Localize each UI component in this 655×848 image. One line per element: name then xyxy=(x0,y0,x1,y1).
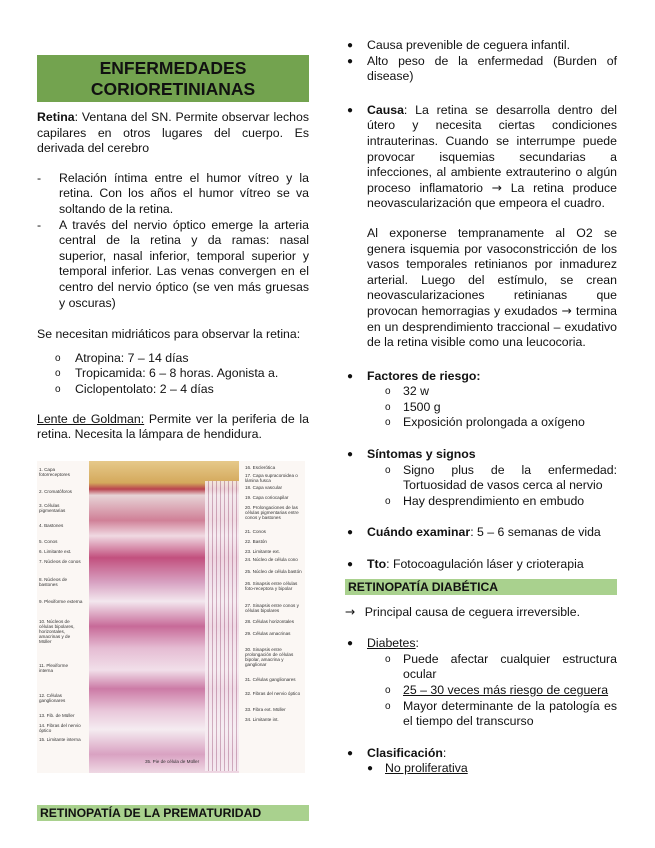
circle-bullet: o xyxy=(385,401,391,413)
section-header-diabetica: RETINOPATÍA DIABÉTICA xyxy=(345,579,617,595)
causa-text: : La retina se desarrolla dentro del útero y necesita ciertas condiciones intrauterinas. Cuando se interrumpe puede provocar isquemias secundarias a infecciones, al ambiente extrauterino o algún proceso inflamatorio xyxy=(367,102,617,195)
figure-label: 3. Células pigmentarias xyxy=(39,502,66,513)
retina-paragraph xyxy=(37,110,309,157)
cuando-text: : 5 – 6 semanas de vida xyxy=(470,525,601,540)
figure-label: 31. Células ganglionares xyxy=(245,676,296,682)
o2-paragraph xyxy=(345,226,617,351)
principal-text: Principal causa de ceguera irreversible. xyxy=(361,604,581,619)
cuando-label: Cuándo examinar xyxy=(367,525,471,540)
list-item-text: Mayor determinante de la patología es el tiempo del transcurso xyxy=(403,698,617,729)
figure-label: 12. Células ganglionares xyxy=(39,692,66,703)
bullet-dot: ● xyxy=(347,527,354,539)
circle-bullet: o xyxy=(55,352,61,364)
bullet-cuando xyxy=(345,525,617,541)
list-item-diabetes xyxy=(345,652,617,683)
bullet-text: Alto peso de la enfermedad (Burden of disease) xyxy=(367,53,617,84)
causa-text: La retina produce neovascularización que empeora el cuadro. xyxy=(367,180,617,211)
goldman-label: Lente de Goldman: xyxy=(37,411,145,426)
bullet-causa xyxy=(345,103,617,212)
circle-bullet: o xyxy=(55,383,61,395)
figure-label: 30. Sinapsis entre prolongación de células bipolar, amacrina y ganglionar xyxy=(245,646,294,667)
bullet-clasificacion xyxy=(345,746,617,762)
list-item-sintoma xyxy=(345,463,617,494)
bullet-dot: ● xyxy=(347,449,354,461)
principal-causa xyxy=(345,605,617,621)
figure-label: 18. Capa vascular xyxy=(245,484,283,490)
figure-label: 4. Bastones xyxy=(39,522,64,528)
bullet-dot: ● xyxy=(347,747,354,759)
figure-label: 14. Fibras del nervio óptico xyxy=(39,722,81,733)
figure-label: 2. Cromatóforos xyxy=(39,488,72,494)
retina-layers-figure xyxy=(37,461,305,773)
list-item-factor xyxy=(345,415,617,431)
list-item-diabetes xyxy=(345,699,617,730)
tto-label: Tto xyxy=(367,557,387,572)
o2-text: termina en un desprendimiento traccional – exudativo de la retina visible como una leucocoria. xyxy=(367,303,617,350)
figure-label: 23. Limitante ext. xyxy=(245,548,280,554)
figure-label: 22. Bastón xyxy=(245,538,267,544)
clasificacion-colon: : xyxy=(442,745,447,760)
circle-bullet: o xyxy=(385,700,391,712)
list-item-text: Ciclopentolato: 2 – 4 días xyxy=(75,381,214,396)
bullet-dot: ● xyxy=(347,40,354,51)
bullet-sintomas xyxy=(345,447,617,463)
circle-bullet: o xyxy=(385,386,391,398)
mydriatics-intro: Se necesitan midriáticos para observar la retina: xyxy=(37,327,301,342)
bullet-dot: ● xyxy=(367,763,374,775)
list-item-text: Tropicamida: 6 – 8 horas. Agonista a. xyxy=(75,366,279,381)
bullet-burden xyxy=(345,54,617,85)
figure-label: 32. Fibras del nervio óptico xyxy=(245,690,301,696)
figure-label: 35. Pie de célula de Müller xyxy=(145,758,200,764)
retina-cells-illustration xyxy=(205,481,239,771)
list-item-sintoma xyxy=(345,494,617,510)
figure-label: 7. Núcleos de conos xyxy=(39,558,81,564)
list-item-text: Exposición prolongada a oxígeno xyxy=(403,415,585,430)
retina-text: : Ventana del SN. Permite observar lechos capilares en otros lugares del cuerpo. Es derivada del cerebro xyxy=(37,110,309,156)
list-item-text: Hay desprendimiento en embudo xyxy=(403,493,585,508)
dash-item-text: A través del nervio óptico emerge la arteria central de la retina y da ramas: nasal superior, nasal inferior, temporal superior y temporal inferior. Las venas convergen en el centro del nervio óptico (se ven más gruesas y oscuras) xyxy=(59,217,309,310)
figure-label: 15. Limitante interna xyxy=(39,736,81,742)
list-item-text: 25 – 30 veces más riesgo de ceguera xyxy=(403,683,609,697)
figure-label: 8. Núcleos de bastones xyxy=(39,576,68,587)
list-item-text: Signo plus de la enfermedad: Tortuosidad de vasos cerca al nervio xyxy=(403,462,617,493)
dash-marker: - xyxy=(37,217,42,232)
page-title: ENFERMEDADES CORIORETINIANAS xyxy=(37,55,309,102)
list-item-clasificacion xyxy=(345,761,617,777)
arrow-icon: → xyxy=(491,180,503,195)
list-item-text: Atropina: 7 – 14 días xyxy=(75,350,189,365)
list-item-tropicamida xyxy=(37,366,309,382)
figure-label: 6. Limitante ext. xyxy=(39,548,72,554)
figure-label: 33. Fibra ext. Müller xyxy=(245,706,286,712)
goldman-text: Permite ver la periferia de la retina. Necesita la lámpara de hendidura. xyxy=(37,411,309,442)
figure-label: 20. Prolongaciones de las células pigmentarias entre conos y bastones xyxy=(245,504,299,520)
figure-label: 19. Capa coriocapilar xyxy=(245,494,289,500)
figure-label: 17. Capa supracoroidea o lámina fusca xyxy=(245,472,298,483)
circle-bullet: o xyxy=(385,495,391,507)
dash-marker: - xyxy=(37,170,42,185)
figure-label: 29. Células amacrinas xyxy=(245,630,291,636)
causa-label: Causa xyxy=(367,102,404,117)
dash-item-text: Relación íntima entre el humor vítreo y la retina. Con los años el humor vítreo se va soltando de la retina. xyxy=(59,170,309,216)
figure-label: 11. Plexiforme interna xyxy=(39,662,69,673)
figure-label: 26. Sinapsis entre células foto-receptora y bipolar xyxy=(245,580,298,591)
figure-label: 28. Células horizontales xyxy=(245,618,295,624)
bullet-dot: ● xyxy=(347,104,354,116)
list-item-text: 32 w xyxy=(403,384,429,399)
factores-label: Factores de riesgo: xyxy=(367,368,481,383)
sintomas-label: Síntomas y signos xyxy=(367,447,476,462)
figure-label: 10. Núcleos de células bipolares, horizontales, amacrinas y de Müller xyxy=(39,618,75,644)
list-item-text: Puede afectar cualquier estructura ocular xyxy=(403,651,617,682)
circle-bullet: o xyxy=(385,417,391,429)
bullet-diabetes xyxy=(345,636,617,652)
figure-label: 16. Esclerótica xyxy=(245,464,276,470)
left-column xyxy=(37,0,309,821)
bullet-dot: ● xyxy=(347,638,354,650)
list-item-factor xyxy=(345,400,617,416)
dash-item-humor-vitreo xyxy=(37,171,309,218)
right-column xyxy=(345,0,617,777)
bullet-text: Causa prevenible de ceguera infantil. xyxy=(367,38,571,52)
diabetes-colon: : xyxy=(415,636,419,651)
arrow-icon: → xyxy=(561,303,572,318)
retina-label: Retina xyxy=(37,110,75,124)
bullet-prevenible xyxy=(345,38,617,54)
figure-label: 5. Conos xyxy=(39,538,58,544)
figure-label: 13. Fib. de Müller xyxy=(39,712,75,718)
bullet-factores xyxy=(345,369,617,385)
bullet-dot: ● xyxy=(347,370,354,382)
bullet-dot: ● xyxy=(347,559,354,571)
figure-label: 24. Núcleo de célula cono xyxy=(245,556,298,562)
dash-item-nervio-optico xyxy=(37,218,309,312)
goldman-paragraph xyxy=(37,412,309,443)
figure-label: 21. Conos xyxy=(245,528,266,534)
list-item-factor xyxy=(345,384,617,400)
list-item-text: 1500 g xyxy=(403,399,441,414)
list-item-atropina xyxy=(37,351,309,367)
diabetes-label: Diabetes xyxy=(367,636,416,651)
arrow-icon: → xyxy=(345,604,356,619)
o2-text: Al exponerse tempranamente al O2 se genera isquemia por vasoconstricción de los vasos temporales retinianos por inmadurez arterial. Luego del estímulo, se crean neovascularizaciones retinianas que provocan hemorragias y exudados xyxy=(367,225,617,318)
circle-bullet: o xyxy=(385,685,391,696)
bullet-dot: ● xyxy=(347,55,354,67)
section-header-prematuridad: RETINOPATÍA DE LA PREMATURIDAD xyxy=(37,805,309,821)
circle-bullet: o xyxy=(385,464,391,476)
figure-label: 25. Núcleo de célula bastón xyxy=(245,568,302,574)
figure-label: 34. Limitante int. xyxy=(245,716,279,722)
list-item-text: No proliferativa xyxy=(385,761,468,776)
list-item-ciclopentolato xyxy=(37,382,309,398)
circle-bullet: o xyxy=(385,653,391,665)
bullet-tto xyxy=(345,557,617,573)
clasificacion-label: Clasificación xyxy=(367,745,443,760)
tto-text: : Fotocoagulación láser y crioterapia xyxy=(386,557,584,572)
circle-bullet: o xyxy=(55,368,61,380)
figure-label: 1. Capa fotorreceptores xyxy=(39,466,70,477)
figure-label: 9. Plexiforme externa xyxy=(39,598,83,604)
list-item-diabetes xyxy=(345,683,617,699)
figure-label: 27. Sinapsis entre conos y células bipolares xyxy=(245,602,299,613)
